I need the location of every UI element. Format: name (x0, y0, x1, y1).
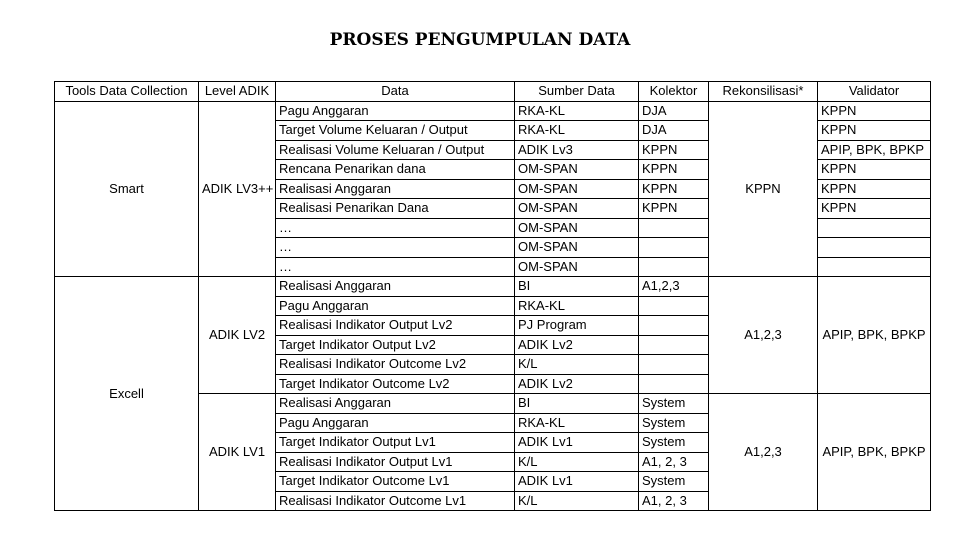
tool-cell-smart: Smart (55, 101, 199, 277)
sumber-cell: ADIK Lv2 (515, 335, 639, 355)
kolektor-cell: A1,2,3 (639, 277, 709, 297)
table-row (55, 101, 931, 121)
validator-cell: KPPN (818, 101, 931, 121)
data-cell: Pagu Anggaran (276, 296, 515, 316)
header-level: Level ADIK (199, 82, 276, 102)
validator-cell: KPPN (818, 179, 931, 199)
kolektor-cell (639, 238, 709, 258)
kolektor-cell (639, 374, 709, 394)
sumber-cell: K/L (515, 491, 639, 511)
sumber-cell: ADIK Lv2 (515, 374, 639, 394)
level-cell-lv3: ADIK LV3++ (199, 101, 276, 277)
sumber-cell: BI (515, 277, 639, 297)
data-cell: Target Indikator Outcome Lv2 (276, 374, 515, 394)
sumber-cell: RKA-KL (515, 413, 639, 433)
kolektor-cell: A1, 2, 3 (639, 491, 709, 511)
level-cell-lv1: ADIK LV1 (199, 394, 276, 511)
kolektor-cell: DJA (639, 101, 709, 121)
data-cell: Realisasi Volume Keluaran / Output (276, 140, 515, 160)
sumber-cell: ADIK Lv1 (515, 433, 639, 453)
sumber-cell: K/L (515, 452, 639, 472)
kolektor-cell: DJA (639, 121, 709, 141)
validator-cell-lv1: APIP, BPK, BPKP (818, 394, 931, 511)
data-cell: Realisasi Indikator Output Lv2 (276, 316, 515, 336)
rekonsiliasi-cell-lv2: A1,2,3 (709, 277, 818, 394)
header-rekonsiliasi: Rekonsilisasi* (709, 82, 818, 102)
validator-cell (818, 257, 931, 277)
sumber-cell: BI (515, 394, 639, 414)
sumber-cell: OM-SPAN (515, 218, 639, 238)
validator-cell: KPPN (818, 160, 931, 180)
data-cell: Target Volume Keluaran / Output (276, 121, 515, 141)
header-tools: Tools Data Collection (55, 82, 199, 102)
validator-cell (818, 238, 931, 258)
kolektor-cell: KPPN (639, 160, 709, 180)
data-cell: Realisasi Indikator Outcome Lv1 (276, 491, 515, 511)
data-cell: Realisasi Indikator Outcome Lv2 (276, 355, 515, 375)
kolektor-cell (639, 335, 709, 355)
data-collection-table (54, 81, 931, 511)
sumber-cell: ADIK Lv3 (515, 140, 639, 160)
data-cell: Target Indikator Output Lv1 (276, 433, 515, 453)
kolektor-cell (639, 218, 709, 238)
header-row (55, 82, 931, 102)
data-cell: Pagu Anggaran (276, 101, 515, 121)
validator-cell (818, 218, 931, 238)
tool-cell-excel: Excell (55, 277, 199, 511)
kolektor-cell (639, 296, 709, 316)
sumber-cell: RKA-KL (515, 121, 639, 141)
data-cell: Target Indikator Outcome Lv1 (276, 472, 515, 492)
sumber-cell: PJ Program (515, 316, 639, 336)
page-title: PROSES PENGUMPULAN DATA (329, 30, 631, 50)
kolektor-cell: KPPN (639, 140, 709, 160)
sumber-cell: OM-SPAN (515, 257, 639, 277)
data-cell: … (276, 218, 515, 238)
validator-cell-lv2: APIP, BPK, BPKP (818, 277, 931, 394)
data-cell: … (276, 257, 515, 277)
data-cell: Rencana Penarikan dana (276, 160, 515, 180)
data-cell: Realisasi Anggaran (276, 277, 515, 297)
sumber-cell: OM-SPAN (515, 199, 639, 219)
header-validator: Validator (818, 82, 931, 102)
kolektor-cell: System (639, 433, 709, 453)
kolektor-cell: A1, 2, 3 (639, 452, 709, 472)
sumber-cell: RKA-KL (515, 296, 639, 316)
data-cell: Pagu Anggaran (276, 413, 515, 433)
sumber-cell: OM-SPAN (515, 160, 639, 180)
header-data: Data (276, 82, 515, 102)
level-cell-lv2: ADIK LV2 (199, 277, 276, 394)
rekonsiliasi-cell-lv1: A1,2,3 (709, 394, 818, 511)
table-row (55, 277, 931, 297)
data-cell: … (276, 238, 515, 258)
header-kolektor: Kolektor (639, 82, 709, 102)
data-cell: Realisasi Anggaran (276, 394, 515, 414)
kolektor-cell (639, 316, 709, 336)
kolektor-cell: KPPN (639, 179, 709, 199)
kolektor-cell (639, 355, 709, 375)
rekonsiliasi-cell-smart: KPPN (709, 101, 818, 277)
kolektor-cell: System (639, 472, 709, 492)
data-cell: Realisasi Anggaran (276, 179, 515, 199)
sumber-cell: OM-SPAN (515, 238, 639, 258)
validator-cell: KPPN (818, 199, 931, 219)
kolektor-cell (639, 257, 709, 277)
sumber-cell: RKA-KL (515, 101, 639, 121)
header-sumber: Sumber Data (515, 82, 639, 102)
data-cell: Realisasi Indikator Output Lv1 (276, 452, 515, 472)
sumber-cell: OM-SPAN (515, 179, 639, 199)
sumber-cell: ADIK Lv1 (515, 472, 639, 492)
data-cell: Target Indikator Output Lv2 (276, 335, 515, 355)
validator-cell: APIP, BPK, BPKP (818, 140, 931, 160)
kolektor-cell: System (639, 413, 709, 433)
data-cell: Realisasi Penarikan Dana (276, 199, 515, 219)
sumber-cell: K/L (515, 355, 639, 375)
kolektor-cell: System (639, 394, 709, 414)
validator-cell: KPPN (818, 121, 931, 141)
kolektor-cell: KPPN (639, 199, 709, 219)
